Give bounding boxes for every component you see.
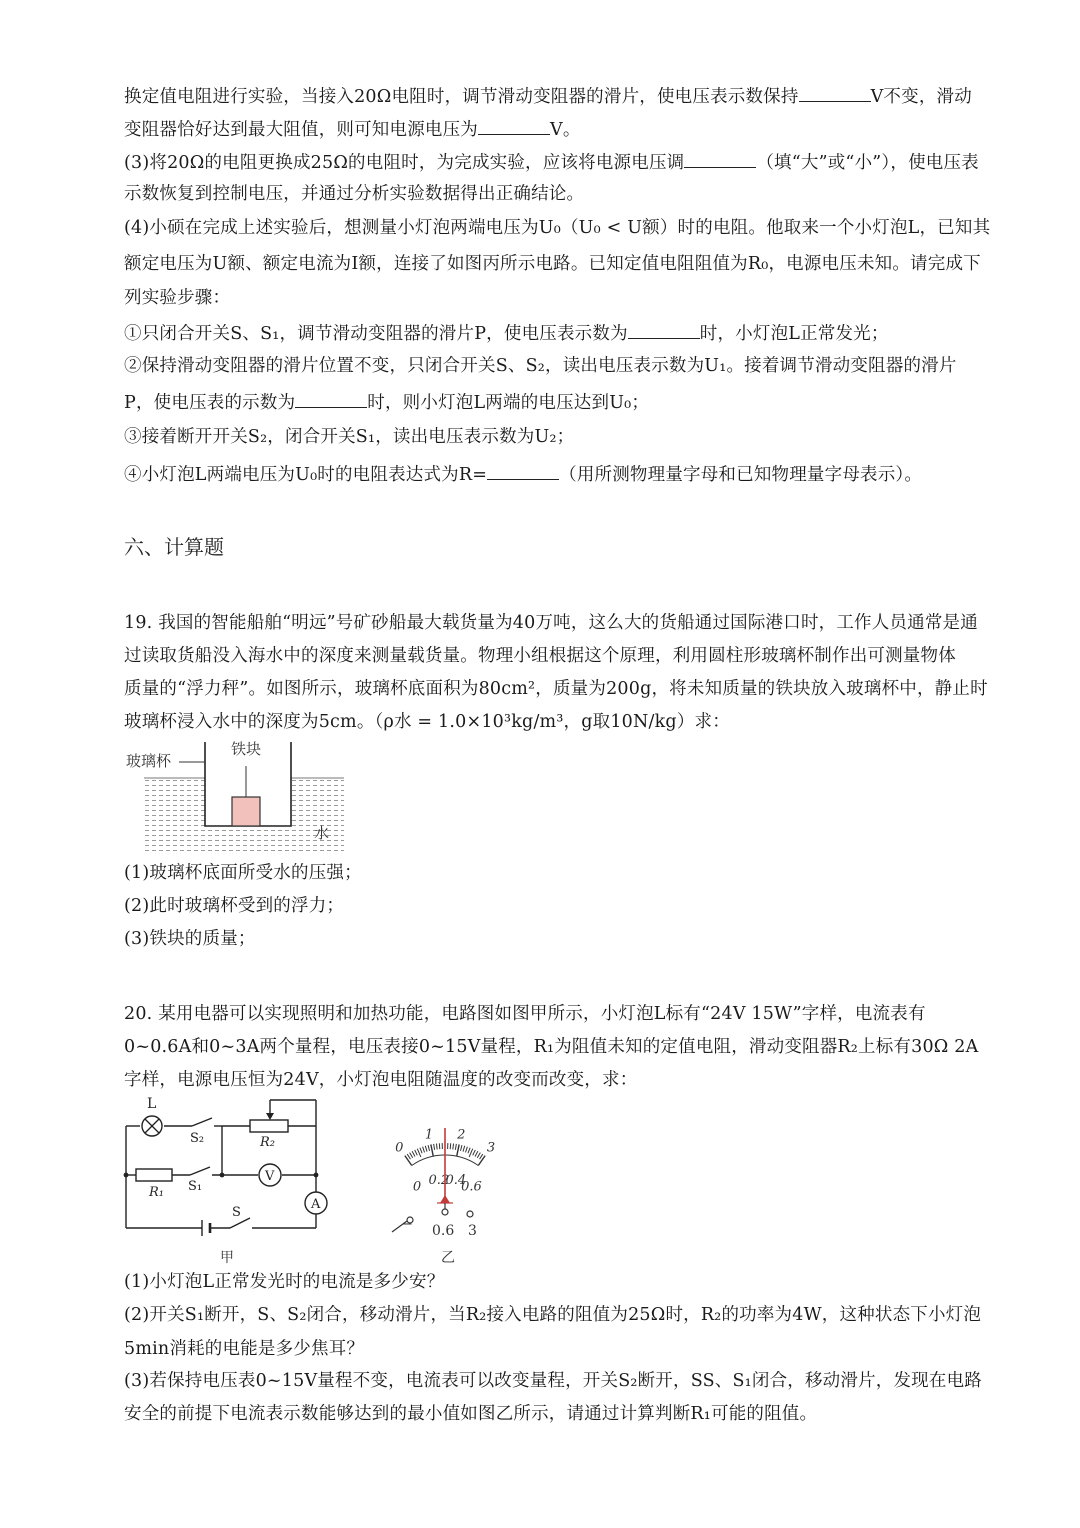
dial-tick [463, 1146, 465, 1152]
q18-line-10 [124, 389, 649, 415]
circuit-diagram-jia [120, 1092, 335, 1272]
q18-line-8 [124, 320, 889, 346]
dial-label-top: 1 [424, 1127, 434, 1143]
q18-text: ④小灯泡L两端电压为U₀时的电阻表达式为R= [124, 465, 488, 485]
q19-sub-2: (2)此时玻璃杯受到的浮力； [124, 896, 345, 916]
q18-text: V。 [550, 120, 581, 140]
terminal-label-negative: − [402, 1217, 413, 1232]
dial-tick [425, 1146, 427, 1152]
dial-tick [423, 1147, 425, 1153]
dial-tick [460, 1145, 461, 1151]
dial-tick [455, 1144, 456, 1150]
dial-tick [468, 1148, 470, 1154]
q19-line-2: 过读取货船没入海水中的深度来测量载货量。物理小组根据这个原理，利用圆柱形玻璃杯制作出可测量物体 [124, 646, 956, 666]
q20-sub-2b: 5min消耗的电能是多少焦耳？ [124, 1339, 365, 1359]
dial-label-top: 2 [457, 1127, 466, 1143]
glass-cup-figure [124, 738, 354, 856]
dial-tick [465, 1147, 467, 1153]
q18-text: 变阻器恰好达到最大阻值，则可知电源电压为 [124, 120, 478, 140]
q18-text: 换定值电阻进行实验，当接入20Ω电阻时，调节滑动变阻器的滑片，使电压表示数保持 [124, 87, 799, 107]
q18-line-3 [124, 149, 979, 175]
q18-line-9: ②保持滑动变阻器的滑片位置不变，只闭合开关S、S₂，读出电压表示数为U₁。接着调节滑动变阻器的滑片 [124, 356, 957, 376]
iron-block-label: 铁块 [231, 740, 262, 758]
q18-text: 时，小灯泡L正常发光； [699, 324, 889, 344]
q18-line-5: (4)小硕在完成上述实验后，想测量小灯泡两端电压为U₀（U₀ < U额）时的电阻。他取来一个小灯泡L，已知其 [124, 218, 991, 238]
q18-line-12 [124, 461, 922, 487]
answer-blank[interactable] [295, 389, 367, 408]
answer-blank[interactable] [628, 320, 700, 339]
q20-line-1: 20. 某用电器可以实现照明和加热功能，电路图如图甲所示，小灯泡L标有“24V 15W”字样，电流表有 [124, 1004, 926, 1024]
q20-line-2: 0~0.6A和0~3A两个量程，电压表接0~15V量程，R₁为阻值未知的定值电阻，滑动变阻器R₂上标有30Ω 2A [124, 1037, 979, 1057]
q18-line-11: ③接着断开开关S₂，闭合开关S₁，读出电压表示数为U₂； [124, 427, 575, 447]
dial-label-bottom: 0.6 [461, 1179, 482, 1195]
dial-tick [436, 1144, 437, 1150]
terminal-label-0-6: 0.6 [432, 1223, 455, 1239]
q18-text: (3)将20Ω的电阻更换成25Ω的电阻时，为完成实验，应该将电源电压调 [124, 153, 685, 173]
caption-yi: 乙 [441, 1250, 455, 1266]
terminal-label-3: 3 [468, 1223, 477, 1239]
dial-tick [453, 1144, 454, 1150]
q20-sub-2a: (2)开关S₁断开，S、S₂闭合，移动滑片，当R₂接入电路的阻值为25Ω时，R₂的功率为4W，这种状态下小灯泡 [124, 1305, 982, 1325]
q18-line-4: 示数恢复到控制电压，并通过分析实验数据得出正确结论。 [124, 184, 585, 204]
label-R1: R₁ [149, 1185, 164, 1200]
dial-label-top: 0 [395, 1140, 404, 1156]
q18-line-1 [124, 83, 972, 109]
label-A: A [311, 1197, 321, 1212]
q18-text: （填“大”或“小”），使电压表 [756, 153, 979, 173]
iron-block [232, 797, 260, 826]
dial-tick [431, 1144, 433, 1156]
q18-text: P，使电压表的示数为 [124, 393, 296, 413]
answer-blank[interactable] [478, 116, 550, 135]
terminal-0-6 [442, 1209, 448, 1215]
resistor-r1 [136, 1169, 172, 1181]
q20-line-3: 字样，电源电压恒为24V，小灯泡电阻随温度的改变而改变，求： [124, 1070, 638, 1090]
q19-line-3: 质量的“浮力秤”。如图所示，玻璃杯底面积为80cm²，质量为200g，将未知质量的铁块放入玻璃杯中，静止时 [124, 679, 988, 699]
dial-tick [415, 1150, 418, 1155]
dial-label-top: 3 [486, 1140, 496, 1156]
glass-cup-label: 玻璃杯 [126, 752, 172, 770]
dial-tick [473, 1150, 476, 1155]
answer-blank[interactable] [487, 461, 559, 480]
q18-line-7: 列实验步骤： [124, 288, 231, 308]
label-L: L [147, 1096, 157, 1112]
dial-tick [420, 1148, 422, 1154]
q18-text: 时，则小灯泡L两端的电压达到U₀； [367, 393, 650, 413]
dial-tick [475, 1151, 478, 1156]
q18-line-6: 额定电压为U额、额定电流为I额，连接了如图丙所示电路。已知定值电阻阻值为R₀，电源电压未知。请完成下 [124, 254, 981, 274]
label-S2: S₂ [190, 1131, 205, 1146]
rheostat-r2 [250, 1120, 288, 1132]
dial-label-bottom: 0.2 [428, 1172, 450, 1188]
q20-sub-3b: 安全的前提下电流表示数能够达到的最小值如图乙所示，请通过计算判断R₁可能的阻值。 [124, 1404, 818, 1424]
q18-line-2 [124, 116, 581, 142]
q19-sub-3: (3)铁块的质量； [124, 929, 256, 949]
dial-tick [405, 1156, 412, 1166]
answer-blank[interactable] [799, 83, 871, 102]
q19-line-4: 玻璃杯浸入水中的深度为5cm。（ρ水 = 1.0×10³kg/m³，g取10N/kg）求： [124, 712, 730, 732]
dial-label-bottom: 0 [412, 1179, 422, 1195]
q19-sub-1: (1)玻璃杯底面所受水的压强； [124, 863, 362, 883]
dial-tick [477, 1153, 480, 1158]
dial-tick [457, 1144, 459, 1156]
answer-blank[interactable] [684, 149, 756, 168]
dial-tick [434, 1144, 435, 1150]
dial-tick [428, 1145, 429, 1151]
q20-sub-1: (1)小灯泡L正常发光时的电流是多少安？ [124, 1272, 445, 1292]
dial-tick [407, 1154, 410, 1159]
q18-text: （用所测物理量字母和已知物理量字母表示）。 [559, 465, 923, 485]
label-S: S [232, 1205, 241, 1220]
terminal-3 [467, 1211, 473, 1217]
q20-sub-3a: (3)若保持电压表0~15V量程不变，电流表可以改变量程，开关S₂断开，SS、S₁闭合，移动滑片，发现在电路 [124, 1371, 982, 1391]
q18-text: V不变，滑动 [870, 87, 972, 107]
label-S1: S₁ [188, 1179, 203, 1194]
q18-text: ①只闭合开关S、S₁，调节滑动变阻器的滑片P，使电压表示数为 [124, 324, 628, 344]
caption-jia: 甲 [220, 1250, 234, 1266]
dial-tick [410, 1153, 413, 1158]
dial-tick [412, 1151, 415, 1156]
dial-tick [478, 1156, 485, 1166]
label-V: V [265, 1169, 275, 1184]
dial-label-bottom: 0.4 [445, 1172, 467, 1188]
label-R2: R₂ [260, 1135, 275, 1150]
water-label: 水 [314, 824, 330, 842]
dial-tick [480, 1154, 483, 1159]
section-heading: 六、计算题 [124, 535, 224, 559]
ammeter-dial-yi [340, 1108, 550, 1268]
q19-line-1: 19. 我国的智能船舶“明远”号矿砂船最大载货量为40万吨，这么大的货船通过国际港口时，工作人员通常是通 [124, 613, 978, 633]
